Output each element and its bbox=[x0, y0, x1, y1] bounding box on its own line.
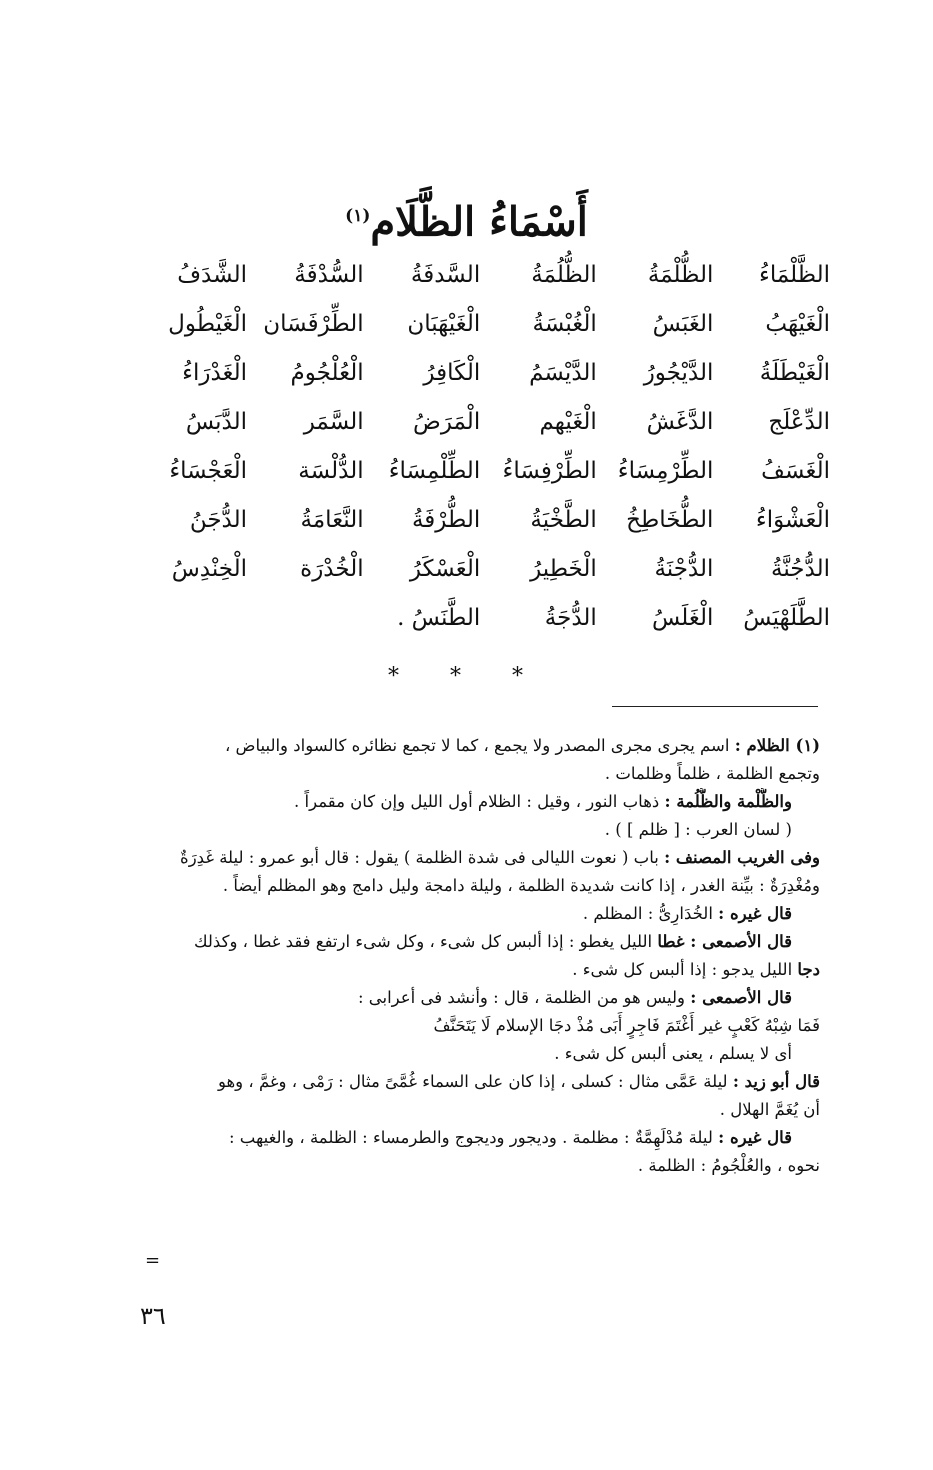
word-item: الْخِنْدِسُ bbox=[171, 555, 248, 582]
footnote-text: الليل يدجو : إذا ألبس كل شىء . bbox=[572, 960, 798, 979]
footnote-text: باب ( نعوت الليالى فى شدة الظلمة ) يقول : قال أبو عمرو : ليلة غَدِرَةٌ bbox=[180, 848, 665, 867]
footnote-line bbox=[140, 872, 820, 900]
word-row bbox=[130, 593, 830, 642]
footnote-text: نحوه ، والعُلْجُومُ : الظلمة . bbox=[637, 1156, 820, 1175]
word-item: السَّمَر bbox=[303, 408, 364, 435]
footnote-line bbox=[140, 984, 820, 1012]
word-row bbox=[130, 446, 830, 495]
footnote-text: وليس هو من الظلمة ، قال : وأنشد فى أعرابى : bbox=[357, 988, 691, 1007]
footnote-text: ذهاب النور ، وقيل : الظلام أول الليل وإن كان مقمراً . bbox=[294, 792, 665, 811]
word-item: الْغَيْهم bbox=[539, 408, 597, 435]
word-item: السُّدْفَةُ bbox=[294, 261, 364, 288]
word-item: الدَّيْسَمُ bbox=[529, 359, 597, 386]
page-number: ٣٦ bbox=[140, 1302, 166, 1330]
word-item: الْمَرَضُ bbox=[413, 408, 481, 435]
word-item: السَّدفَةُ bbox=[410, 261, 481, 288]
footnote-line bbox=[140, 732, 820, 760]
footnote-term: (١) الظلام : bbox=[734, 736, 820, 755]
word-item: الظُّلُمَةُ bbox=[531, 261, 597, 288]
word-row bbox=[130, 250, 830, 299]
footnote-text: أن يُغَمَّ الهلال . bbox=[719, 1100, 820, 1119]
word-row bbox=[130, 397, 830, 446]
word-item: الطِّلْمِسَاءُ bbox=[388, 457, 481, 484]
word-item: الدِّعْلَج bbox=[768, 408, 830, 435]
footnote-line bbox=[140, 1152, 820, 1180]
word-item: الدُّجْنَةُ bbox=[654, 555, 714, 582]
footnote-text: أى لا يسلم ، يعنى ألبس كل شىء . bbox=[554, 1044, 792, 1063]
word-item: الْعَجْسَاءُ bbox=[169, 457, 248, 484]
footnote-term: وفى الغريب المصنف : bbox=[664, 848, 820, 867]
footnote-line bbox=[140, 816, 820, 844]
word-item: الطُّخَاطِخُ bbox=[626, 506, 714, 533]
word-item: الْغَيْهَبُ bbox=[765, 310, 830, 337]
word-row bbox=[130, 348, 830, 397]
footnote-term: دجا bbox=[797, 960, 820, 979]
chapter-title bbox=[0, 188, 933, 250]
footnote-text: الليل يغطو : إذا ألبس كل شىء ، وكل شىء ارتفع فقد غطا ، وكذلك bbox=[194, 932, 658, 951]
footnotes bbox=[140, 732, 820, 1180]
word-item: الغَبَسُ bbox=[652, 310, 714, 337]
word-item: الْعَشْوَاءُ bbox=[755, 506, 830, 533]
footnote-term: والظُّلْمة والظُّلُمة : bbox=[664, 792, 792, 811]
word-item: الطِّرْمِسَاءُ bbox=[617, 457, 714, 484]
chapter-title-text: أَسْمَاءُ الظَّلَام bbox=[370, 198, 588, 246]
footnote-text: فَمَا شِبْهُ كَعْبٍ غير أَغْتَمَ فَاجِرٍ أَبَى مُذْ دجَا الإسلام لَا يَتَحَنَّفُ bbox=[433, 1016, 820, 1035]
word-item: الْغُبْسَةُ bbox=[532, 310, 597, 337]
word-item: الظَّلْمَاءُ bbox=[759, 261, 830, 288]
footnote-rule bbox=[612, 706, 818, 707]
continuation-mark: = bbox=[145, 1250, 161, 1271]
section-separator: * * * bbox=[388, 664, 545, 689]
word-item: الْعَسْكَرُ bbox=[409, 555, 481, 582]
footnote-reference-mark: (١) bbox=[345, 206, 371, 226]
word-item: الدَّغَشُ bbox=[646, 408, 714, 435]
footnote-line bbox=[140, 1124, 820, 1152]
word-item: الطِّرْفَسَان bbox=[263, 310, 364, 337]
footnote-text: وتجمع الظلمة ، ظلماً وظلمات . bbox=[604, 764, 820, 783]
word-row bbox=[130, 299, 830, 348]
word-item: الْغَسَفُ bbox=[761, 457, 830, 484]
footnote-text: ومُغْدِرَةٌ : بيِّنة الغدر ، إذا كانت شديدة الظلمة ، وليلة دامجة وليل دامج وهو المظلم أيضاً . bbox=[222, 876, 820, 895]
footnote-term: قال الأصمعى : bbox=[690, 988, 792, 1007]
word-item: الطُّرْفَةُ bbox=[411, 506, 481, 533]
word-item: الْغَدْرَاءُ bbox=[182, 359, 248, 386]
footnote-term: قال غيره : bbox=[718, 904, 792, 923]
footnote-line bbox=[140, 900, 820, 928]
footnote-term: قال أبو زيد : bbox=[732, 1072, 820, 1091]
footnote-text: اسم يجرى مجرى المصدر ولا يجمع ، كما لا تجمع نظائره كالسواد والبياض ، bbox=[224, 736, 735, 755]
word-item: الطَّنَسُ . bbox=[397, 604, 481, 631]
footnote-text: الخُدَارِىُّ : المظلم . bbox=[582, 904, 719, 923]
word-item: الْخَطِيرُ bbox=[530, 555, 597, 582]
word-item: الْعُلْجُومُ bbox=[290, 359, 364, 386]
word-item: الظُّلْمَةُ bbox=[647, 261, 714, 288]
word-item: الدُّجَةُ bbox=[544, 604, 597, 631]
word-item: الطَّخْيَةُ bbox=[530, 506, 597, 533]
word-item: الْغَيْطَلَةُ bbox=[759, 359, 830, 386]
word-item: الْخُدْرَة bbox=[300, 555, 364, 582]
footnote-line bbox=[140, 928, 820, 956]
footnote-line bbox=[140, 1040, 820, 1068]
word-item: الدُّجُنَّةُ bbox=[771, 555, 830, 582]
footnote-line bbox=[140, 1096, 820, 1124]
word-item: الدَّبَسُ bbox=[185, 408, 248, 435]
word-row bbox=[130, 495, 830, 544]
word-grid bbox=[130, 250, 830, 642]
footnote-line bbox=[140, 1012, 820, 1040]
footnote-text: ليلة عَمَّى مثال : كسلى ، إذا كان على السماء غُمَّىً مثال : رَمْى ، وغمَّ ، وهو bbox=[217, 1072, 733, 1091]
footnote-term: قال غيره : bbox=[718, 1128, 792, 1147]
footnote-text: ليلة مُدْلَهِمَّةٌ : مظلمة . وديجور وديجوج والطرمساء : الظلمة ، والغيهب : bbox=[229, 1128, 719, 1147]
word-item: الطِّرْفِسَاءُ bbox=[502, 457, 597, 484]
footnote-line bbox=[140, 760, 820, 788]
word-item: الْغَيْهَبَان bbox=[407, 310, 481, 337]
word-item: الدَّيْجُورُ bbox=[643, 359, 714, 386]
footnote-term: قال الأصمعى : غطا bbox=[657, 932, 792, 951]
footnote-line bbox=[140, 1068, 820, 1096]
word-item: الشَّدَفُ bbox=[177, 261, 248, 288]
footnote-line bbox=[140, 844, 820, 872]
word-item: الطَّلَهْيَسُ bbox=[743, 604, 830, 631]
word-item: الْغَلَسُ bbox=[651, 604, 714, 631]
word-item: الدُّجَنُ bbox=[189, 506, 248, 533]
footnote-line bbox=[140, 788, 820, 816]
footnote-line bbox=[140, 956, 820, 984]
word-row bbox=[130, 544, 830, 593]
footnote-text: ( لسان العرب : [ ظلم ] ) . bbox=[604, 820, 792, 839]
word-item: النَّعَامَةُ bbox=[300, 506, 364, 533]
word-item: الْكَافِرُ bbox=[423, 359, 481, 386]
word-item: الْغَيْطُول bbox=[168, 310, 248, 337]
word-item: الدُّلْسَة bbox=[298, 457, 364, 484]
